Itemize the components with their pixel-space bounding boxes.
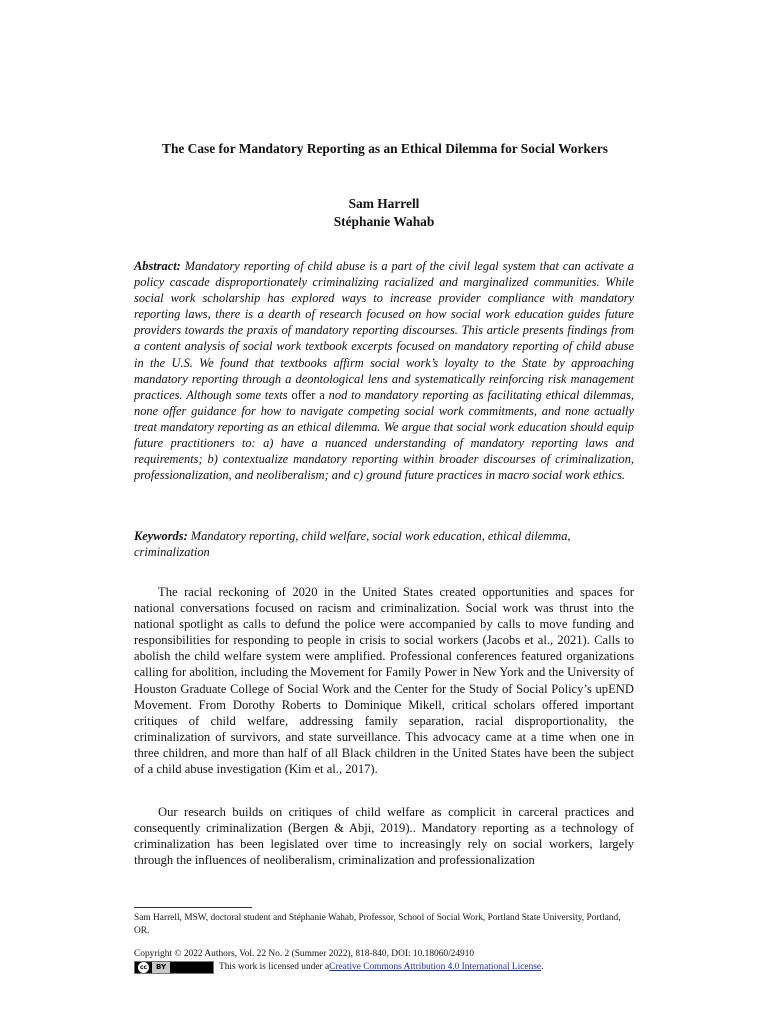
cc-by-label: BY	[152, 962, 170, 973]
body-paragraph: The racial reckoning of 2020 in the United States created opportunities and spaces for national conversations focused on racism and criminalization. Social work was thrust into the national spotlight as calls to defund the police were accompanied by calls to move funding and responsibilities for responding to people in crisis to social workers (Jacobs et al., 2021). Calls to abolish the child welfare system were amplified. Professional conferences featured organizations calling for abolition, including the Movement for Family Power in New York and the University of Houston Graduate College of Social Work and the Center for the Study of Social Policy’s upEND Movement. From Dorothy Roberts to Dominique Mikell, critical scholars offered important critiques of child welfare, addressing family separation, racial disproportionality, the criminalization of survivors, and state surveillance. This advocacy came at a time when one in three children, and more than half of all Black children in the United States have been the subject of a child abuse investigation (Kim et al., 2017).	[134, 585, 634, 777]
license-suffix: .	[541, 962, 544, 972]
footnote-divider	[134, 907, 252, 908]
license-row	[134, 960, 543, 974]
abstract	[134, 258, 634, 483]
paper-title: The Case for Mandatory Reporting as an Ethical Dilemma for Social Workers	[162, 141, 608, 156]
license-prefix: This work is licensed under a	[219, 962, 330, 972]
keywords-label: Keywords:	[134, 529, 188, 543]
author-footnote: Sam Harrell, MSW, doctoral student and Stéphanie Wahab, Professor, School of Social Work, Portland State University, Portland, OR.	[134, 913, 621, 936]
abstract-label: Abstract:	[134, 259, 181, 273]
copyright-line: Copyright © 2022 Authors, Vol. 22 No. 2 (Summer 2022), 818-840, DOI: 10.18060/24910	[134, 949, 475, 959]
abstract-text-upright: offer a	[291, 387, 325, 402]
abstract-text: nod to mandatory reporting as facilitating ethical dilemmas, none offer guidance for how to navigate competing social work commitments, and none actually treat mandatory reporting as an ethical dilemma. We argue that social work education should equip future practitioners to: a) have a nuanced understanding of mandatory reporting laws and requirements; b) contextualize mandatory reporting within broader discourses of criminalization, professionalization, and neoliberalism; and c) ground future practices in macro social work ethics.	[134, 387, 634, 483]
keywords-text: Mandatory reporting, child welfare, social work education, ethical dilemma, criminalization	[134, 529, 571, 560]
author-list	[134, 195, 634, 231]
cc-by-license-badge[interactable]	[134, 961, 214, 974]
author-name: Sam Harrell	[348, 196, 420, 211]
keywords	[134, 528, 634, 560]
body-paragraph: Our research builds on critiques of child welfare as complicit in carceral practices and consequently criminalization (Bergen & Abji, 2019).. Mandatory reporting as a technology of criminalization has been legislated over time to increasingly rely on social workers, largely through the influences of neoliberalism, criminalization and professionalization	[134, 805, 634, 868]
abstract-text: Mandatory reporting of child abuse is a part of the civil legal system that can activate a policy cascade disproportionately criminalizing racialized and marginalized communities. While social work scholarship has explored ways to increase provider compliance with mandatory reporting laws, there is a dearth of research focused on how social work education guides future providers towards the praxis of mandatory reporting discourses. This article presents findings from a content analysis of social work textbook excerpts focused on mandatory reporting of child abuse in the U.S. We found that textbooks affirm social work’s loyalty to the State by approaching mandatory reporting through a deontological lens and systematically reinforcing risk management practices. Although some texts	[134, 259, 634, 402]
creative-commons-icon: cc	[139, 963, 148, 971]
author-name: Stéphanie Wahab	[333, 214, 435, 229]
license-link[interactable]: Creative Commons Attribution 4.0 International License	[329, 962, 542, 972]
